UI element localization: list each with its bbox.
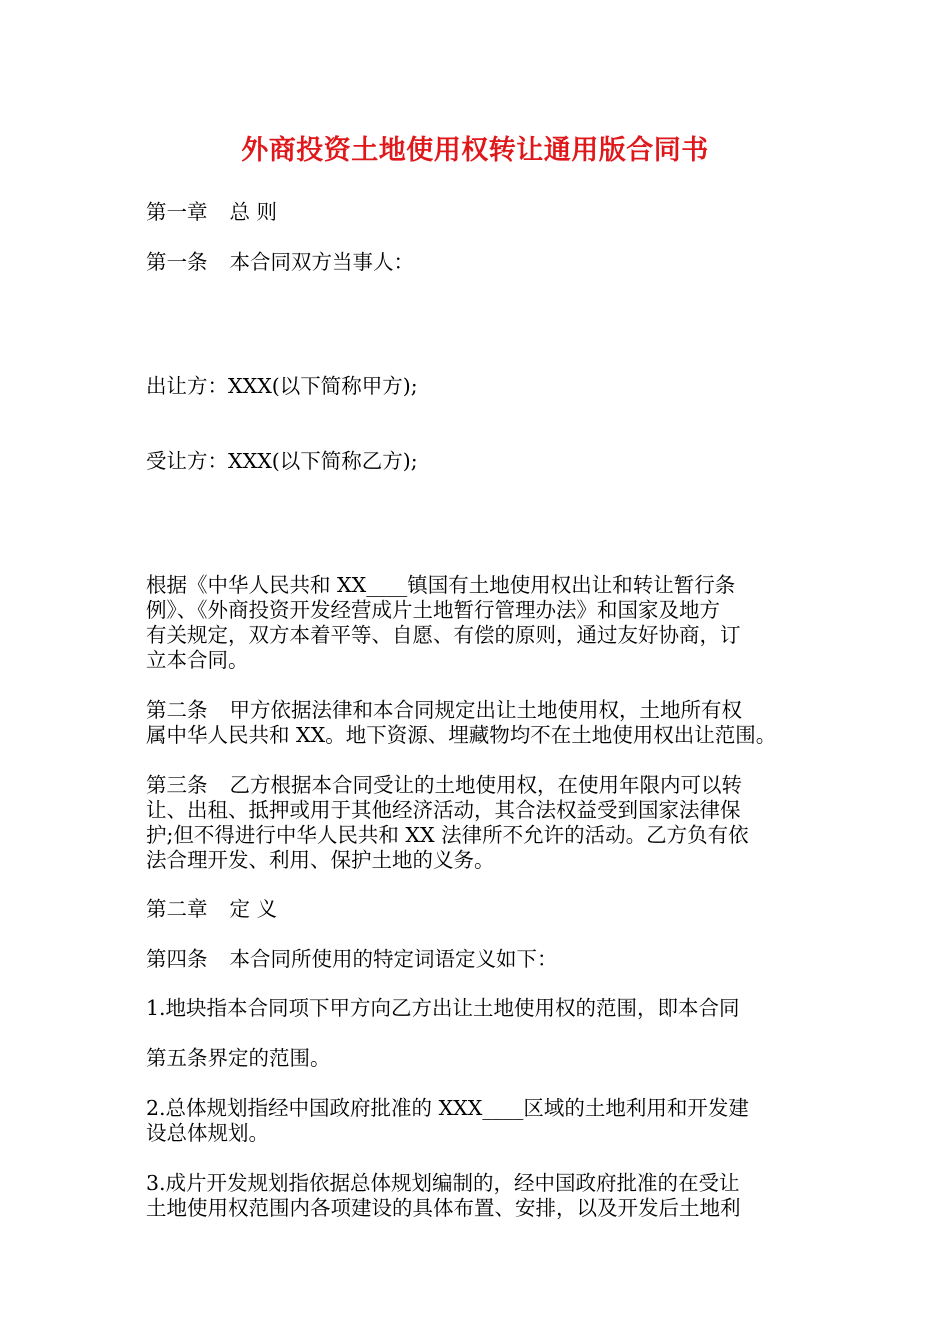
definition-2-line: 设总体规划。 [146,1121,269,1145]
article-1 [146,250,811,275]
article-4-label: 第四条 [146,947,208,971]
definition-3 [146,1171,811,1221]
chapter-2-label: 第二章 [146,897,208,921]
article-1-text: 本合同双方当事人： [229,250,414,274]
article-3-line: 护;但不得进行中华人民共和 XX 法律所不允许的活动。乙方负有依 [146,823,749,847]
article-3-line: 法合理开发、利用、保护土地的义务。 [146,848,495,872]
definition-3-line: 3.成片开发规划指依据总体规划编制的，经中国政府批准的在受让 [146,1171,740,1195]
definition-3-line: 土地使用权范围内各项建设的具体布置、安排，以及开发后土地利 [146,1196,741,1220]
chapter-2-name: 定 义 [229,897,278,921]
preamble-line: 有关规定，双方本着平等、自愿、有偿的原则，通过友好协商，订 [146,623,741,647]
preamble-line: 根据《中华人民共和 XX____镇国有土地使用权出让和转让暂行条 [146,573,736,597]
chapter-1-name: 总 则 [229,200,278,224]
article-2-label: 第二条 [146,698,208,722]
preamble-line: 例》、《外商投资开发经营成片土地暂行管理办法》和国家及地方 [146,598,720,622]
article-3-line: 让、出租、抵押或用于其他经济活动，其合法权益受到国家法律保 [146,798,741,822]
document-title: 外商投资土地使用权转让通用版合同书 [241,135,709,166]
definition-2 [146,1096,811,1146]
article-2-line: 属中华人民共和 XX。地下资源、埋藏物均不在土地使用权出让范围。 [146,723,777,747]
definition-2-line: 2.总体规划指经中国政府批准的 XXX____区域的土地利用和开发建 [146,1096,749,1120]
preamble-line: 立本合同。 [146,648,249,672]
chapter-1-label: 第一章 [146,200,208,224]
definition-1-line-2: 第五条界定的范围。 [146,1046,331,1070]
preamble-paragraph [146,573,811,673]
party-a: 出让方：XXX(以下简称甲方); [146,374,418,398]
article-4-text: 本合同所使用的特定词语定义如下： [229,947,558,971]
article-3-line: 乙方根据本合同受让的土地使用权，在使用年限内可以转 [229,773,742,797]
article-4 [146,947,811,972]
party-b: 受让方：XXX(以下简称乙方); [146,449,418,473]
article-2 [146,698,811,748]
chapter-2-heading [146,897,811,922]
chapter-1-heading [146,200,811,225]
article-3 [146,773,811,873]
article-1-label: 第一条 [146,250,208,274]
article-2-line: 甲方依据法律和本合同规定出让土地使用权，土地所有权 [229,698,742,722]
article-3-label: 第三条 [146,773,208,797]
definition-1-line-1: 1.地块指本合同项下甲方向乙方出让土地使用权的范围，即本合同 [146,996,740,1020]
